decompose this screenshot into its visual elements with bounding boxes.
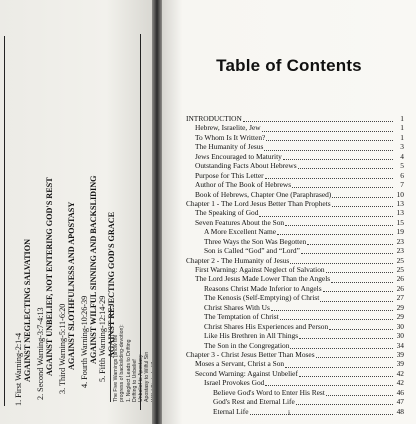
toc-entry[interactable]: [186, 388, 404, 397]
toc-entry-page: 1: [400, 132, 404, 142]
toc-entry-label: Seven Features About the Son: [195, 217, 285, 227]
toc-leader-dots: [271, 304, 393, 311]
toc-entry-page: 10: [396, 189, 404, 199]
warning-reference: 4. Fourth Warning-10:26-39: [80, 295, 89, 388]
toc-entry[interactable]: [186, 341, 404, 350]
toc-leader-dots: [277, 228, 393, 235]
toc-entry[interactable]: [186, 293, 404, 302]
toc-entry-page: 23: [396, 236, 404, 246]
warning-title: AGAINST UNBELIEF, NOT ENTERING GOD'S REST: [45, 177, 55, 376]
toc-leader-dots: [332, 200, 393, 207]
toc-leader-dots: [320, 295, 393, 302]
table-of-contents: [186, 114, 404, 416]
toc-entry[interactable]: [186, 190, 404, 199]
toc-entry-page: 39: [396, 359, 404, 369]
toc-entry-label: Eternal Life: [213, 406, 249, 416]
toc-entry-page: 42: [396, 368, 404, 378]
toc-entry-label: Christ Shares His Experiences and Person: [204, 321, 329, 331]
toc-entry[interactable]: [186, 397, 404, 406]
toc-entry[interactable]: [186, 369, 404, 378]
toc-entry-label: Believe God's Word to Enter His Rest: [213, 387, 325, 397]
toc-entry-page: 47: [396, 397, 404, 407]
legend-item: Unbelief to Apostasy: [138, 354, 145, 402]
warning-title: AGAINST WILFUL SINNING AND BACKSLIDING: [89, 175, 99, 364]
warning-item: [14, 239, 33, 406]
toc-entry-label: Second Warning: Against Unbelief: [195, 368, 298, 378]
toc-entry[interactable]: [186, 171, 404, 180]
toc-leader-dots: [285, 219, 393, 226]
toc-leader-dots: [290, 257, 393, 264]
toc-entry-label: Israel Provokes God: [204, 378, 265, 388]
toc-entry-page: 13: [396, 198, 404, 208]
legend-item: 1. Neglect Leads to Drifting: [125, 339, 132, 402]
toc-entry[interactable]: [186, 114, 404, 123]
toc-entry-page: 23: [396, 246, 404, 256]
toc-entry-page: 26: [396, 283, 404, 293]
toc-entry[interactable]: [186, 284, 404, 293]
toc-leader-dots: [298, 162, 393, 169]
toc-entry-label: To Whom Is It Written?: [195, 132, 266, 142]
toc-leader-dots: [299, 332, 393, 339]
toc-entry[interactable]: [186, 227, 404, 236]
toc-entry-page: 19: [396, 227, 404, 237]
toc-entry-label: Christ Shares With Us: [204, 302, 270, 312]
toc-leader-dots: [265, 379, 393, 386]
warning-item: [36, 177, 55, 400]
toc-entry[interactable]: [186, 331, 404, 340]
toc-leader-dots: [264, 144, 393, 151]
toc-entry-label: God's Rest and Eternal Life: [213, 397, 295, 407]
toc-leader-dots: [299, 370, 393, 377]
toc-entry[interactable]: [186, 152, 404, 161]
toc-entry[interactable]: [186, 142, 404, 151]
toc-entry-label: Three Ways the Son Was Begotten: [204, 236, 307, 246]
toc-entry-label: Son is Called “God” and “Lord”: [204, 246, 300, 256]
toc-entry[interactable]: [186, 359, 404, 368]
toc-entry-page: 1: [400, 123, 404, 133]
toc-entry-label: A More Excellent Name: [204, 227, 277, 237]
toc-leader-dots: [301, 247, 393, 254]
toc-entry-label: Chapter 3 - Christ Jesus Better Than Moses: [186, 349, 315, 359]
toc-entry-page: 26: [396, 274, 404, 284]
warning-item: [80, 175, 99, 388]
toc-entry-label: First Warning: Against Neglect of Salvation: [195, 265, 325, 274]
warnings-legend: [110, 306, 157, 402]
toc-entry-page: 34: [396, 340, 404, 350]
toc-entry-page: 1: [400, 114, 404, 123]
toc-entry-page: 30: [396, 331, 404, 341]
toc-entry-page: 4: [400, 151, 404, 161]
toc-leader-dots: [326, 389, 393, 396]
toc-leader-dots: [316, 351, 393, 358]
toc-entry[interactable]: [186, 246, 404, 255]
toc-entry[interactable]: [186, 237, 404, 246]
toc-entry-label: INTRODUCTION: [186, 114, 242, 123]
toc-leader-dots: [331, 276, 393, 283]
warning-title: AGAINST SLOTHFULNESS AND APOSTASY: [67, 201, 77, 370]
legend-item: Drifting to Unbelief: [131, 359, 138, 402]
toc-entry[interactable]: [186, 123, 404, 132]
toc-entry-label: The Son in the Congregation: [204, 340, 290, 350]
toc-leader-dots: [296, 398, 393, 405]
legend-heading: The Five Warnings (show the: [113, 334, 119, 402]
toc-entry-label: Chapter 1 - The Lord Jesus Better Than Prophets: [186, 198, 331, 208]
toc-leader-dots: [266, 134, 393, 141]
book-gutter: [152, 0, 162, 424]
toc-leader-dots: [292, 181, 393, 188]
warning-reference: 1. First Warning-2:1-4: [14, 332, 23, 406]
toc-entry-label: Outstanding Facts About Hebrews: [195, 161, 297, 171]
toc-entry-page: 29: [396, 312, 404, 322]
toc-entry-page: 25: [396, 265, 404, 274]
toc-leader-dots: [307, 238, 393, 245]
toc-entry[interactable]: [186, 180, 404, 189]
toc-entry[interactable]: [186, 312, 404, 321]
toc-entry-page: 30: [396, 321, 404, 331]
toc-entry-page: 39: [396, 349, 404, 359]
warning-reference: 3. Third Warning-5:11-6:20: [58, 303, 67, 394]
toc-entry-label: The Humanity of Jesus: [195, 142, 264, 152]
toc-leader-dots: [290, 342, 393, 349]
toc-leader-dots: [283, 153, 393, 160]
chart-rule-left: [4, 36, 5, 406]
toc-entry-page: 48: [396, 406, 404, 416]
toc-entry[interactable]: [186, 218, 404, 227]
toc-entry[interactable]: [186, 378, 404, 387]
toc-entry-page: 25: [396, 255, 404, 265]
toc-leader-dots: [265, 172, 393, 179]
toc-entry-label: The Kenosis (Self-Emptying) of Christ: [204, 293, 320, 303]
right-page-contents: [162, 0, 416, 424]
toc-entry-page: 27: [396, 293, 404, 303]
toc-entry-label: Moses a Servant, Christ a Son: [195, 359, 285, 369]
toc-leader-dots: [285, 361, 393, 368]
toc-entry[interactable]: [186, 350, 404, 359]
toc-entry-label: The Temptation of Christ: [204, 312, 279, 322]
warning-reference: 5. Fifth Warning-12:14-29: [98, 295, 107, 382]
toc-entry-label: Like His Brethren in All Things: [204, 331, 299, 341]
toc-leader-dots: [326, 266, 393, 273]
toc-leader-dots: [243, 115, 393, 122]
toc-leader-dots: [329, 323, 393, 330]
warning-title: AGAINST REJECTING GOD'S GRACE: [107, 211, 117, 358]
toc-entry-page: 29: [396, 302, 404, 312]
warning-item: [58, 202, 77, 394]
rotated-warning-chart: [6, 30, 151, 410]
warning-reference: 2. Second Warning-3:7-4:13: [36, 307, 45, 400]
toc-leader-dots: [262, 125, 393, 132]
toc-entry[interactable]: [186, 161, 404, 170]
toc-entry-page: 42: [396, 378, 404, 388]
page-title: Table of Contents: [216, 56, 362, 75]
legend-heading-2: progress of backsliding-devotion):: [119, 324, 126, 402]
toc-entry-page: 7: [400, 180, 404, 190]
toc-entry[interactable]: [186, 303, 404, 312]
toc-entry-label: Reasons Christ Made Inferior to Angels: [204, 283, 322, 293]
toc-leader-dots: [323, 285, 393, 292]
toc-leader-dots: [332, 191, 393, 198]
toc-entry[interactable]: [186, 208, 404, 217]
toc-entry[interactable]: [186, 274, 404, 283]
toc-entry-label: Purpose for This Letter: [195, 170, 264, 180]
toc-entry[interactable]: [186, 322, 404, 331]
toc-entry-label: Book of Hebrews, Chapter One (Paraphrased): [195, 189, 332, 199]
toc-entry[interactable]: [186, 256, 404, 265]
left-page-warning-chart: [0, 0, 152, 424]
toc-entry-page: 6: [400, 170, 404, 180]
toc-entry-label: The Speaking of God: [195, 208, 259, 218]
toc-leader-dots: [259, 210, 393, 217]
toc-entry-page: 15: [396, 217, 404, 227]
toc-entry-label: Chapter 2 - The Humanity of Jesus: [186, 255, 290, 265]
toc-entry-label: Jews Encouraged to Maturity: [195, 151, 282, 161]
toc-entry-label: Author of The Book of Hebrews: [195, 180, 292, 190]
toc-entry-label: The Lord Jesus Made Lower Than the Angels: [195, 274, 331, 284]
toc-entry-page: 3: [400, 142, 404, 152]
toc-entry-page: 13: [396, 208, 404, 218]
legend-item: Apostasy to Wilful Sin: [144, 351, 151, 402]
toc-entry-page: 46: [396, 387, 404, 397]
toc-entry[interactable]: [186, 199, 404, 208]
toc-entry[interactable]: [186, 265, 404, 274]
toc-leader-dots: [280, 313, 393, 320]
toc-entry-page: 5: [400, 161, 404, 171]
warning-title: AGAINST NEGLECTING SALVATION: [23, 238, 33, 382]
toc-entry[interactable]: [186, 133, 404, 142]
toc-entry-label: Hebrew, Israelite, Jew: [195, 123, 261, 133]
page-number: i: [287, 408, 291, 417]
